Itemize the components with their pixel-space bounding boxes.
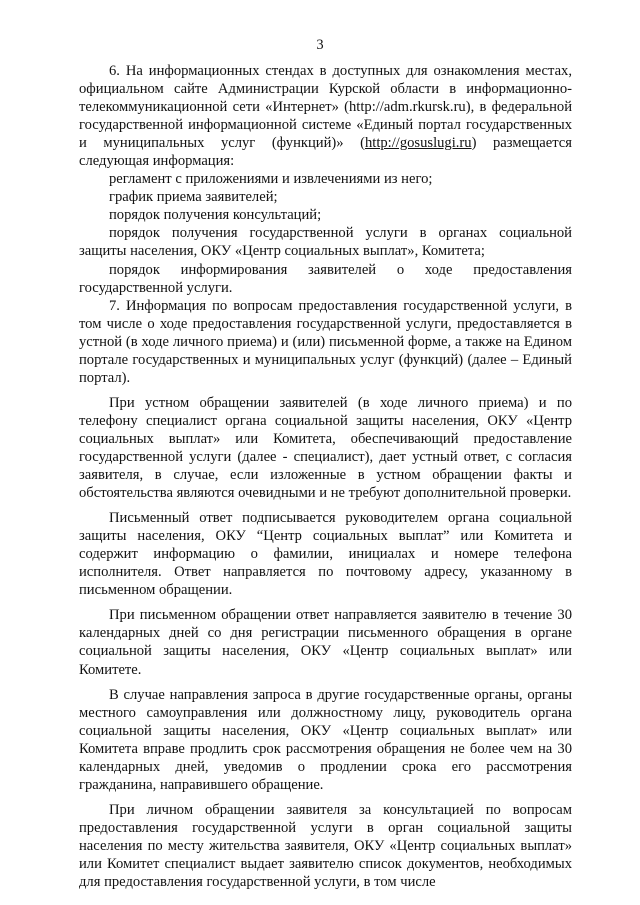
paragraph-written-request: При письменном обращении ответ направляется заявителю в течение 30 календарных дней со дня регистрации письменного обращения в органе социальной защиты населения, ОКУ «Центр социальных выплат» или Комитете. [79,607,572,678]
paragraph-6-text-start: 6. На информационных стендах в доступных для ознакомления местах, официальном сайте Администрации Курской области в информационно-телекоммуникационной сети «Интернет» (http://adm.rkursk.ru), в федеральной государственной информационной системе «Единый портал государственных и муниципальных услуг (функций)» ( [79,63,572,152]
list-item: график приема заявителей; [109,189,278,206]
paragraph-written-answer: Письменный ответ подписывается руководителем органа социальной защиты населения, ОКУ “Центр социальных выплат” или Комитета и содержит информацию о фамилии, инициалах и номере телефона исполнителя. Ответ направляется по почтовому адресу, указанному в письменном обращении. [79,510,572,599]
paragraph-request-extension: В случае направления запроса в другие государственные органы, органы местного самоуправления или должностному лицу, руководитель органа социальной защиты населения, ОКУ «Центр социальных выплат» или Комитета вправе продлить срок рассмотрения обращения не более чем на 30 календарных дней, уведомив о продлении срока его рассмотрения гражданина, направившего обращение. [79,686,572,793]
paragraph-6-text-end: ) размещается следующая информация: [79,135,572,170]
page-number: 3 [316,37,324,53]
list-item: порядок информирования заявителей о ходе предоставления государственной услуги. [79,261,572,296]
paragraph-gap [79,387,572,394]
paragraph-gap [79,599,572,606]
list-item: порядок получения государственной услуги в органах социальной защиты населения, ОКУ «Центр социальных выплат», Комитета; [79,225,572,260]
list-item: регламент с приложениями и извлечениями из него; [109,171,433,188]
paragraph-gap [79,679,572,686]
paragraph-gap [79,502,572,509]
list-item: порядок получения консультаций; [109,207,322,224]
paragraph-personal-consultation: При личном обращении заявителя за консультацией по вопросам предоставления государственной услуги в орган социальной защиты населения по месту жительства заявителя, ОКУ «Центр социальных выплат» или Комитет специалист выдает заявителю список документов, необходимых для предоставления государственной услуги, в том числе [79,801,572,891]
gosuslugi-link[interactable]: http://gosuslugi.ru [364,135,472,152]
paragraph-gap [79,794,572,801]
document-body [79,62,572,891]
paragraph-7: 7. Информация по вопросам предоставления государственной услуги, в том числе о ходе предоставления государственной услуги, предоставляется в устной (в ходе личного приема) и (или) письменной форме, а также на Едином портале государственных и муниципальных услуг (функций) (далее – Единый портал). [79,297,572,386]
paragraph-6 [79,62,572,170]
paragraph-oral-request: При устном обращении заявителей (в ходе личного приема) и по телефону специалист органа социальной защиты населения, ОКУ «Центр социальных выплат» или Комитета, обеспечивающий предоставление государственной услуги (далее - специалист), дает устный ответ, с согласия заявителя, в случае, если изложенные в устном обращении факты и обстоятельства являются очевидными и не требуют дополнительной проверки. [79,394,572,502]
